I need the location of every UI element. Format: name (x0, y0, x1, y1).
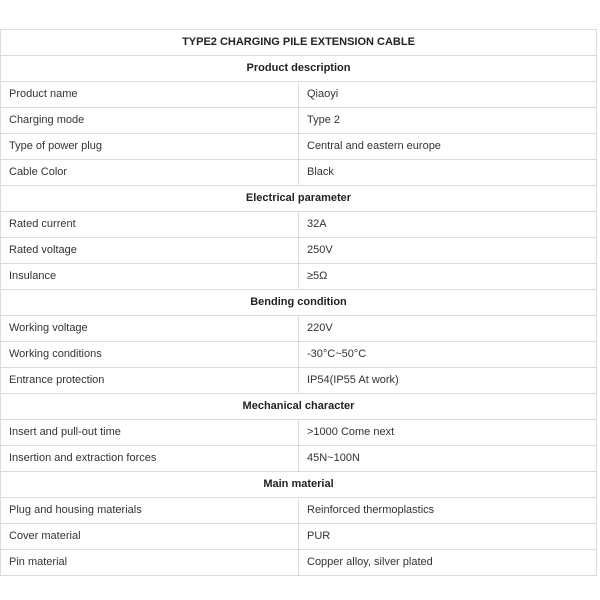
row-value: 32A (299, 212, 597, 238)
section-heading: Bending condition (1, 290, 596, 316)
row-value: Copper alloy, silver plated (299, 550, 597, 576)
table-row (1, 316, 596, 342)
section-header-row (1, 290, 596, 316)
spec-table-container (0, 29, 597, 576)
table-row (1, 160, 596, 186)
row-value: 45N~100N (299, 446, 597, 472)
section-header-row (1, 56, 596, 82)
spec-table (1, 29, 596, 576)
row-label: Rated current (1, 212, 299, 238)
row-value: Black (299, 160, 597, 186)
table-row (1, 368, 596, 394)
table-title-row (1, 30, 596, 56)
row-label: Working voltage (1, 316, 299, 342)
table-title: TYPE2 CHARGING PILE EXTENSION CABLE (1, 30, 596, 56)
row-label: Insulance (1, 264, 299, 290)
row-label: Insert and pull-out time (1, 420, 299, 446)
section-header-row (1, 394, 596, 420)
table-row (1, 238, 596, 264)
section-header-row (1, 186, 596, 212)
table-row (1, 446, 596, 472)
row-value: Type 2 (299, 108, 597, 134)
row-value: >1000 Come next (299, 420, 597, 446)
row-label: Pin material (1, 550, 299, 576)
row-value: IP54(IP55 At work) (299, 368, 597, 394)
table-row (1, 550, 596, 576)
section-heading: Mechanical character (1, 394, 596, 420)
row-value: Reinforced thermoplastics (299, 498, 597, 524)
row-value: -30°C~50°C (299, 342, 597, 368)
row-label: Product name (1, 82, 299, 108)
row-label: Cover material (1, 524, 299, 550)
row-value: 250V (299, 238, 597, 264)
row-label: Type of power plug (1, 134, 299, 160)
row-value: 220V (299, 316, 597, 342)
table-row (1, 82, 596, 108)
row-label: Plug and housing materials (1, 498, 299, 524)
row-value: ≥5Ω (299, 264, 597, 290)
section-heading: Product description (1, 56, 596, 82)
row-value: Qiaoyi (299, 82, 597, 108)
table-row (1, 420, 596, 446)
row-value: PUR (299, 524, 597, 550)
row-label: Cable Color (1, 160, 299, 186)
row-label: Rated voltage (1, 238, 299, 264)
row-label: Entrance protection (1, 368, 299, 394)
table-row (1, 108, 596, 134)
row-label: Working conditions (1, 342, 299, 368)
section-header-row (1, 472, 596, 498)
section-heading: Electrical parameter (1, 186, 596, 212)
table-row (1, 498, 596, 524)
table-row (1, 212, 596, 238)
table-row (1, 342, 596, 368)
section-heading: Main material (1, 472, 596, 498)
row-label: Charging mode (1, 108, 299, 134)
row-label: Insertion and extraction forces (1, 446, 299, 472)
table-row (1, 524, 596, 550)
table-row (1, 264, 596, 290)
table-row (1, 134, 596, 160)
row-value: Central and eastern europe (299, 134, 597, 160)
